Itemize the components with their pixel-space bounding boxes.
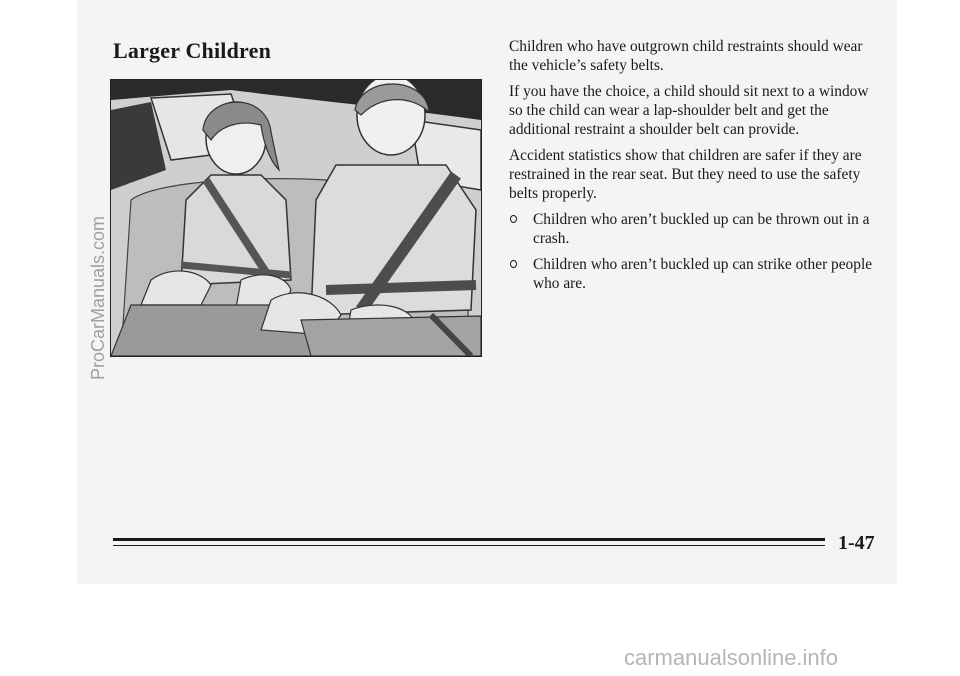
bullet-icon bbox=[510, 260, 517, 268]
page-number: 1-47 bbox=[838, 532, 875, 554]
body-text bbox=[509, 37, 881, 300]
side-watermark: ProCarManuals.com bbox=[88, 215, 108, 380]
page-title: Larger Children bbox=[113, 38, 272, 63]
list-item bbox=[509, 255, 881, 293]
footer-rule-thin bbox=[113, 545, 825, 546]
illustration-drawing bbox=[111, 80, 481, 356]
bullet-text: Children who aren’t buckled up can be thrown out in a crash. bbox=[533, 211, 870, 247]
bullet-icon bbox=[510, 215, 517, 223]
paragraph-outgrown-restraints: Children who have outgrown child restraints should wear the vehicle’s safety belts. bbox=[509, 38, 863, 74]
paragraph-window-seat: If you have the choice, a child should sit next to a window so the child can wear a lap-shoulder belt and get the additional restraint a shoulder belt can provide. bbox=[509, 83, 869, 138]
list-item bbox=[509, 210, 881, 248]
children-seatbelt-illustration bbox=[110, 79, 482, 357]
footer-rule-thick bbox=[113, 538, 825, 541]
paragraph-accident-statistics: Accident statistics show that children are safer if they are restrained in the rear seat. But they need to use the safety belts properly. bbox=[509, 147, 862, 202]
bullet-list bbox=[509, 210, 881, 293]
bullet-text: Children who aren’t buckled up can strike other people who are. bbox=[533, 256, 873, 292]
bottom-watermark: carmanualsonline.info bbox=[624, 645, 839, 670]
